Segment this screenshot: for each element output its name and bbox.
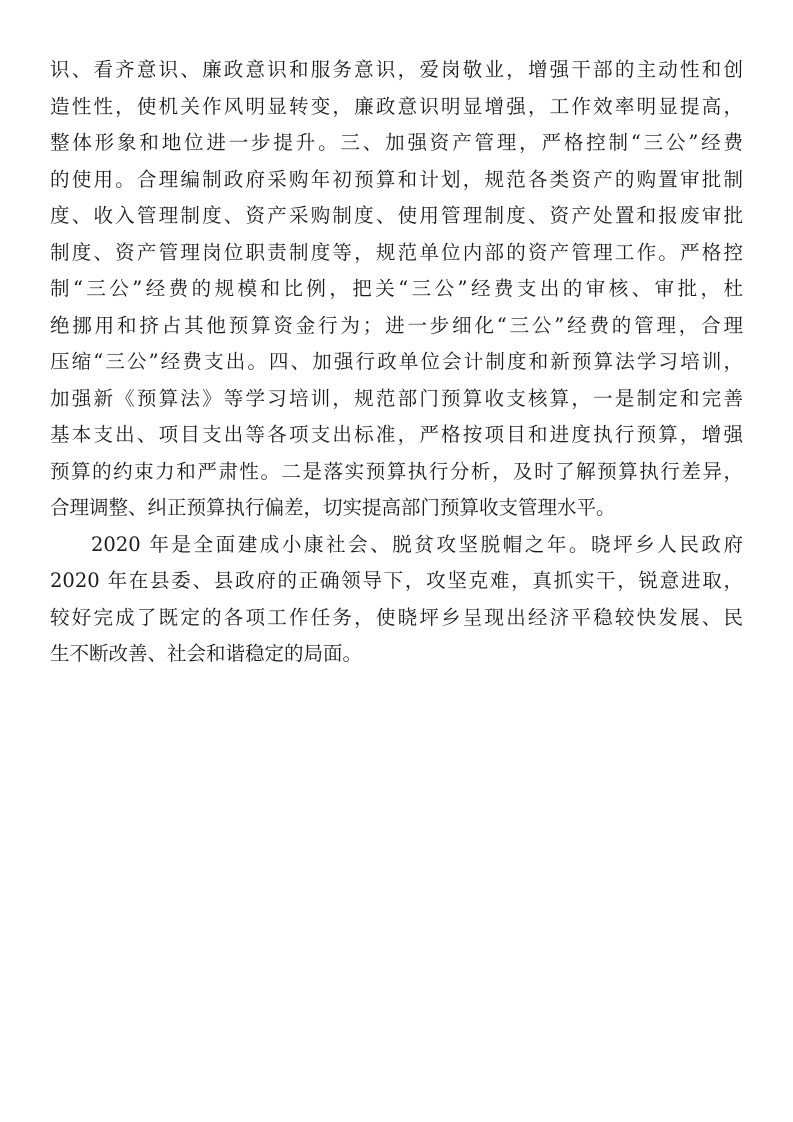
text-line: 预算的约束力和严肃性。二是落实预算执行分析，及时了解预算执行差异，: [50, 459, 743, 483]
text-line: 制“三公”经费的规模和比例，把关“三公”经费支出的审核、审批，杜: [50, 277, 743, 300]
text-line: 的使用。合理编制政府采购年初预算和计划，规范各类资产的购置审批制: [50, 167, 743, 191]
text-line: 整体形象和地位进一步提升。三、加强资产管理，严格控制“三公”经费: [50, 131, 743, 154]
text-line: 2020 年在县委、县政府的正确领导下，攻坚克难，真抓实干，锐意进取，: [50, 569, 743, 592]
text-line: 2020 年是全面建成小康社会、脱贫攻坚脱帽之年。晓坪乡人民政府: [91, 532, 743, 556]
text-line: 绝挪用和挤占其他预算资金行为；进一步细化“三公”经费的管理，合理: [50, 313, 743, 337]
text-line: 基本支出、项目支出等各项支出标准，严格按项目和进度执行预算，增强: [50, 423, 743, 446]
text-line: 压缩“三公”经费支出。四、加强行政单位会计制度和新预算法学习培训，: [50, 350, 743, 373]
text-line: 较好完成了既定的各项工作任务，使晓坪乡呈现出经济平稳较快发展、民: [50, 605, 743, 629]
text-line: 制度、资产管理岗位职责制度等，规范单位内部的资产管理工作。严格控: [50, 240, 743, 264]
text-line: 度、收入管理制度、资产采购制度、使用管理制度、资产处置和报废审批: [50, 204, 743, 227]
text-line: 生不断改善、社会和谐稳定的局面。: [50, 642, 363, 665]
paragraph-2: [50, 527, 743, 673]
paragraph-1: [50, 52, 743, 527]
text-line: 造性性，使机关作风明显转变，廉政意识明显增强，工作效率明显提高，: [50, 94, 743, 118]
document-body: [50, 52, 743, 673]
text-line: 加强新《预算法》等学习培训，规范部门预算收支核算，一是制定和完善: [50, 386, 743, 410]
text-line: 识、看齐意识、廉政意识和服务意识，爱岗敬业，增强干部的主动性和创: [50, 58, 743, 81]
text-line: 合理调整、纠正预算执行偏差，切实提高部门预算收支管理水平。: [50, 496, 616, 519]
